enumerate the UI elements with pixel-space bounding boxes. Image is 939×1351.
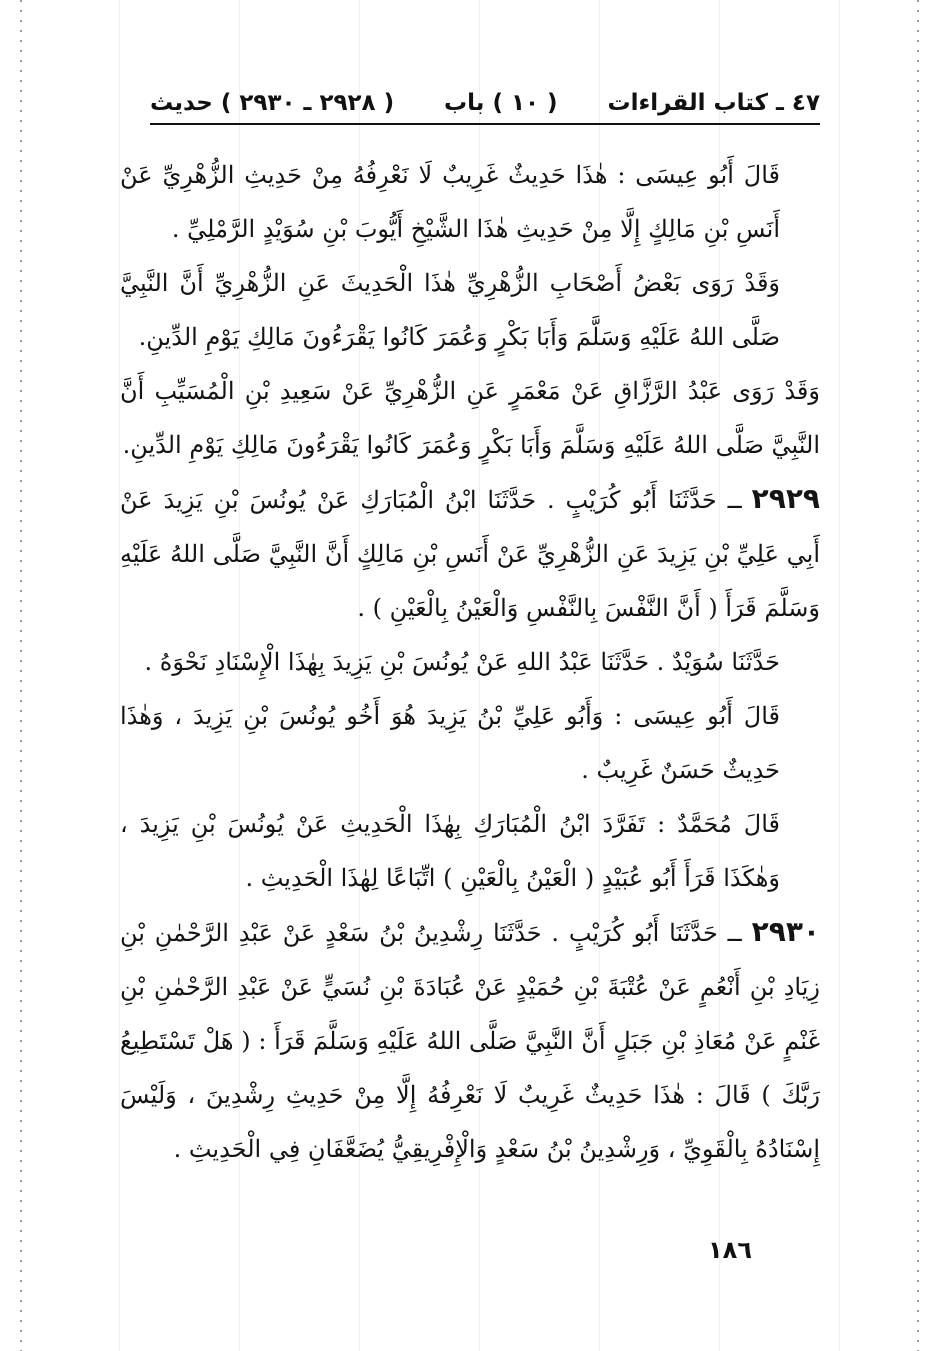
running-header: [150, 86, 820, 120]
header-book-title: ٤٧ ـ كتاب القراءات: [607, 90, 820, 116]
hadith-2929: [120, 472, 820, 635]
header-hadith-range: ( ٢٩٢٨ ـ ٢٩٣٠ ) حديث: [150, 90, 395, 116]
paragraph-abu-isa-grading: قَالَ أَبُو عِيسَى : وَأَبُو عَلِيِّ بْنُ يَزِيدَ هُوَ أَخُو يُونُسَ بْنِ يَزِيدَ ، وَهٰذَا حَدِيثٌ حَسَنٌ غَرِيبٌ .: [120, 702, 780, 784]
page-body: [120, 148, 820, 1176]
hadith-2930-text: ــ حَدَّثَنَا أَبُو كُرَيْبٍ . حَدَّثَنَا رِشْدِينُ بْنُ سَعْدٍ عَنْ عَبْدِ الرَّحْمٰنِ بْنِ زِيَادِ بْنِ أَنْعُمٍ عَنْ عُتْبَةَ بْنِ حُمَيْدٍ عَنْ عُبَادَةَ بْنِ نُسَيٍّ عَنْ عَبْدِ الرَّحْمٰنِ بْنِ غَنْمٍ عَنْ مُعَاذِ بْنِ جَبَلٍ أَنَّ النَّبِيَّ صَلَّى اللهُ عَلَيْهِ وَسَلَّمَ قَرَأَ : ( هَلْ تَسْتَطِيعُ رَبَّكَ ) قَالَ : هٰذَا حَدِيثٌ غَرِيبٌ لَا نَعْرِفُهُ إِلَّا مِنْ حَدِيثِ رِشْدِينَ ، وَلَيْسَ إِسْنَادُهُ بِالْقَوِيِّ ، وَرِشْدِينُ بْنُ سَعْدٍ وَالْإِفْرِيقِيُّ يُضَعَّفَانِ فِي الْحَدِيثِ .: [120, 919, 820, 1163]
hadith-2929-text: ــ حَدَّثَنَا أَبُو كُرَيْبٍ . حَدَّثَنَا ابْنُ الْمُبَارَكِ عَنْ يُونُسَ بْنِ يَزِيدَ عَنْ أَبِي عَلِيِّ بْنِ يَزِيدَ عَنِ الزُّهْرِيِّ عَنْ أَنَسِ بْنِ مَالِكٍ أَنَّ النَّبِيَّ صَلَّى اللهُ عَلَيْهِ وَسَلَّمَ قَرَأَ ( أَنَّ النَّفْسَ بِالنَّفْسِ وَالْعَيْنُ بِالْعَيْنِ ) .: [120, 486, 820, 622]
paragraph-zuhri-narration: وَقَدْ رَوَى بَعْضُ أَصْحَابِ الزُّهْرِيِّ هٰذَا الْحَدِيثَ عَنِ الزُّهْرِيِّ أَنَّ النَّبِيَّ صَلَّى اللهُ عَلَيْهِ وَسَلَّمَ وَأَبَا بَكْرٍ وَعُمَرَ كَانُوا يَقْرَءُونَ مَالِكِ يَوْمِ الدِّينِ.: [120, 269, 780, 351]
paragraph-abdurrazzaq-narration: وَقَدْ رَوَى عَبْدُ الرَّزَّاقِ عَنْ مَعْمَرٍ عَنِ الزُّهْرِيِّ عَنْ سَعِيدِ بْنِ الْمُسَيِّبِ أَنَّ النَّبِيَّ صَلَّى اللهُ عَلَيْهِ وَسَلَّمَ وَأَبَا بَكْرٍ وَعُمَرَ كَانُوا يَقْرَءُونَ مَالِكِ يَوْمِ الدِّينِ.: [120, 377, 820, 459]
hadith-2930: [120, 905, 820, 1176]
paragraph-suwaid-chain: حَدَّثَنَا سُوَيْدٌ . حَدَّثَنَا عَبْدُ اللهِ عَنْ يُونُسَ بْنِ يَزِيدَ بِهٰذَا الْإِسْنَادِ نَحْوَهُ .: [144, 648, 780, 676]
paragraph-muhammad-comment: قَالَ مُحَمَّدٌ : تَفَرَّدَ ابْنُ الْمُبَارَكِ بِهٰذَا الْحَدِيثِ عَنْ يُونُسَ بْنِ يَزِيدَ ، وَهٰكَذَا قَرَأَ أَبُو عُبَيْدٍ ( الْعَيْنُ بِالْعَيْنِ ) اتِّبَاعًا لِهٰذَا الْحَدِيثِ .: [120, 810, 780, 892]
header-chapter: ( ١٠ ) باب: [444, 90, 558, 116]
header-rule: [150, 123, 820, 125]
page-number: ١٨٦: [708, 1236, 752, 1264]
hadith-number-2930: ٢٩٣٠: [751, 915, 820, 948]
paragraph-abu-isa-comment: قَالَ أَبُو عِيسَى : هٰذَا حَدِيثٌ غَرِيبٌ لَا نَعْرِفُهُ مِنْ حَدِيثِ الزُّهْرِيِّ عَنْ أَنَسِ بْنِ مَالِكٍ إِلَّا مِنْ حَدِيثِ هٰذَا الشَّيْخِ أَيُّوبَ بْنِ سُوَيْدٍ الرَّمْلِيِّ .: [120, 161, 780, 243]
margin-dots-left: [20, 0, 22, 1351]
hadith-number-2929: ٢٩٢٩: [751, 482, 820, 515]
margin-dots-right: [917, 0, 919, 1351]
